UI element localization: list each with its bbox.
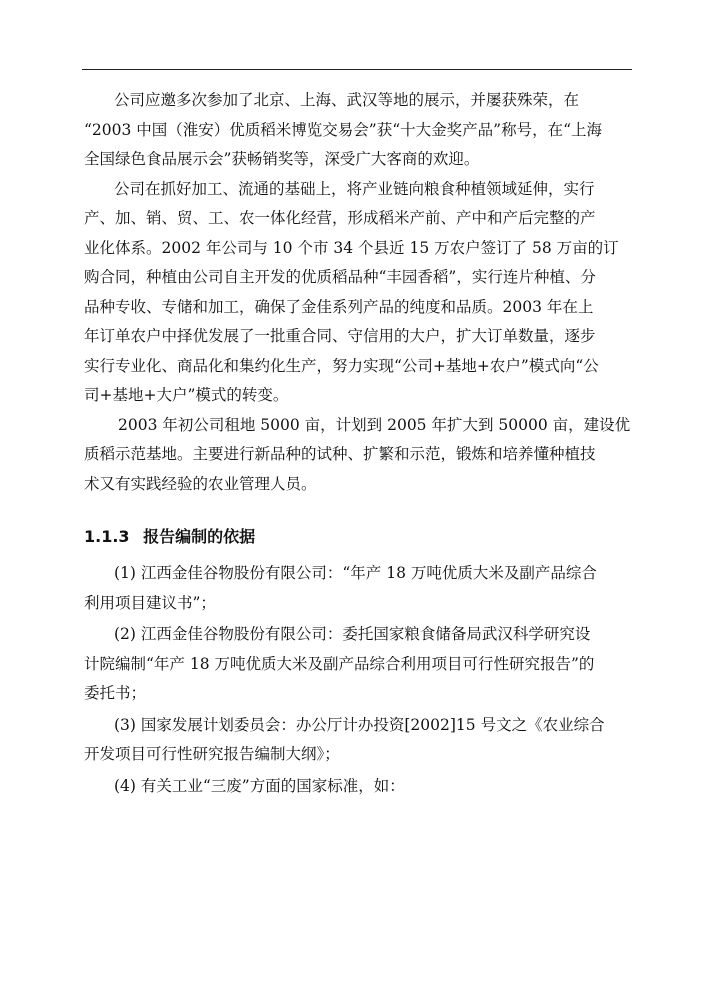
- section-number: 1.1.3: [84, 527, 130, 546]
- text-line: 年订单农户中择优发展了一批重合同、守信用的大户，扩大订单数量，逐步: [84, 327, 596, 345]
- text-line: 公司在抓好加工、流通的基础上，将产业链向粮食种植领域延伸，实行: [114, 179, 595, 198]
- paragraph-industry-chain: [84, 175, 632, 411]
- text-line: 公司应邀多次参加了北京、上海、武汉等地的展示，并屡获殊荣，在: [114, 91, 580, 109]
- text-line: 计院编制“年产 18 万吨优质大米及副产品综合利用项目可行性研究报告”的: [84, 654, 595, 673]
- text-line: 术又有实践经验的农业管理人员。: [84, 474, 317, 493]
- list-item-2: [84, 620, 632, 709]
- text-line: 2003 年初公司租地 5000 亩，计划到 2005 年扩大到 50000 亩，建设优: [118, 415, 631, 434]
- text-line: 品种专收、专储和加工，确保了金佳系列产品的纯度和品质。2003 年在上: [84, 297, 594, 316]
- text-line: 产、加、销、贸、工、农一体化经营，形成稻米产前、产中和产后完整的产: [84, 209, 596, 227]
- text-line: “2003 中国（淮安）优质稻米博览交易会”获“十大金奖产品”称号，在“上海: [84, 120, 602, 139]
- header-rule: [82, 69, 632, 70]
- text-line: (1) 江西金佳谷物股份有限公司：“年产 18 万吨优质大米及副产品综合: [114, 564, 597, 582]
- list-item-3: [84, 711, 632, 770]
- text-line: 开发项目可行性研究报告编制大纲》；: [84, 745, 340, 763]
- paragraph-awards: [84, 86, 632, 175]
- list-item-4: [84, 772, 632, 802]
- text-line: 利用项目建议书”；: [84, 593, 216, 612]
- text-line: (4) 有关工业“三废”方面的国家标准，如：: [114, 776, 405, 795]
- text-line: 业化体系。2002 年公司与 10 个市 34 个县近 15 万农户签订了 58 万亩的订: [84, 238, 619, 257]
- text-line: 委托书；: [84, 684, 147, 702]
- text-line: (3) 国家发展计划委员会：办公厅计办投资[2002]15 号文之《农业综合: [114, 715, 605, 734]
- text-line: 实行专业化、商品化和集约化生产，努力实现“公司+基地+农户”模式向“公: [84, 356, 599, 375]
- text-line: 全国绿色食品展示会”获畅销奖等，深受广大客商的欢迎。: [84, 150, 480, 168]
- section-title: 报告编制的依据: [143, 527, 256, 546]
- document-body: [84, 86, 632, 801]
- text-line: 购合同，种植由公司自主开发的优质稻品种“丰园香稻”，实行连片种植、分: [84, 268, 596, 286]
- paragraph-demo-base: [84, 411, 632, 500]
- text-line: 司+基地+大户”模式的转变。: [84, 386, 289, 404]
- text-line: 质稻示范基地。主要进行新品种的试种、扩繁和示范，锻炼和培养懂种植技: [84, 445, 596, 463]
- list-item-1: [84, 559, 632, 618]
- section-heading: [84, 523, 632, 551]
- text-line: (2) 江西金佳谷物股份有限公司：委托国家粮食储备局武汉科学研究设: [114, 625, 591, 643]
